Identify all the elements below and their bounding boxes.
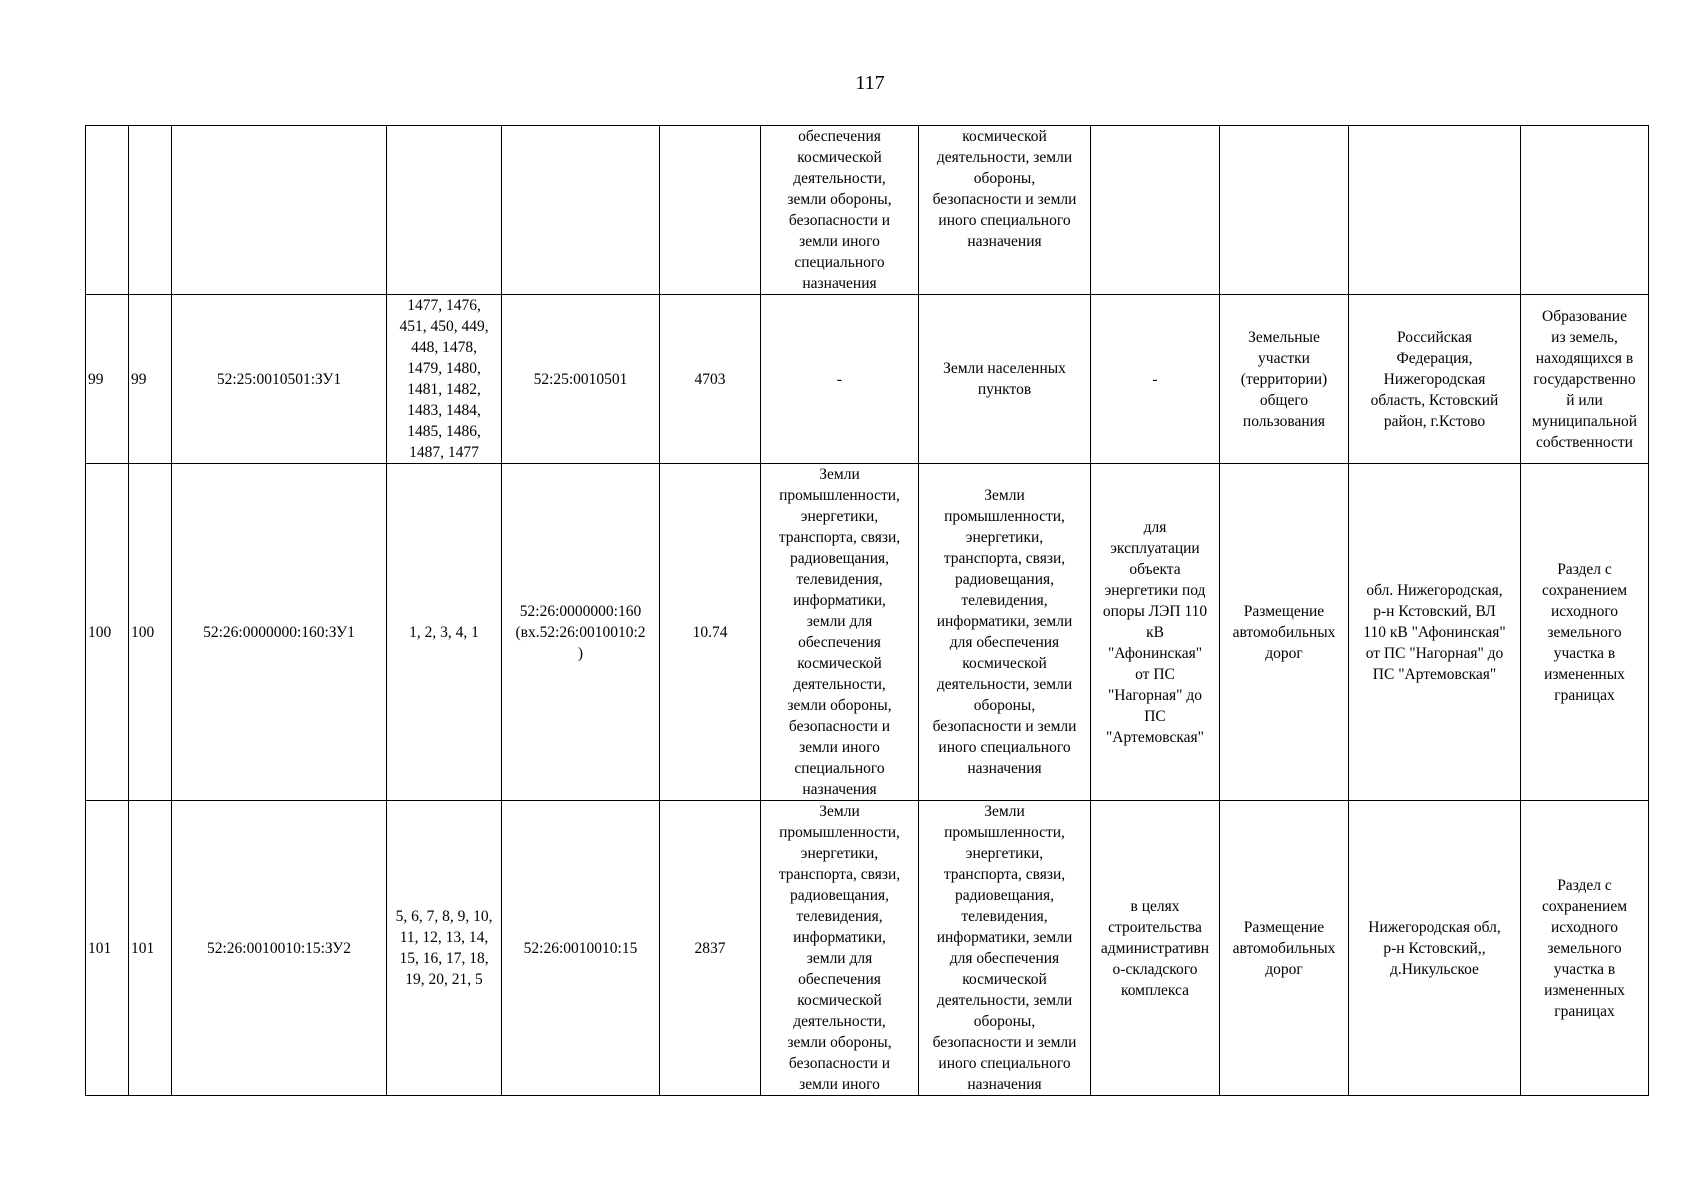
- table-row: [86, 464, 1649, 801]
- category-after-cell: космической деятельности, земли обороны, безопасности и земли иного специального назначения: [919, 126, 1091, 295]
- category-before-cell: Земли промышленности, энергетики, транспорта, связи, радиовещания, телевидения, информатики, земли для обеспечения космической деятельности, земли обороны, безопасности и земли иного: [761, 801, 919, 1096]
- plot-number-cell: 100: [129, 464, 172, 801]
- row-number-cell: 99: [86, 295, 129, 464]
- permitted-use-before-cell: [1091, 126, 1220, 295]
- source-cadastral-number-cell: 52:25:0010501: [502, 295, 660, 464]
- formation-method-cell: Раздел с сохранением исходного земельного участка в измененных границах: [1521, 801, 1649, 1096]
- address-cell: Нижегородская обл, р-н Кстовский,, д.Никульское: [1349, 801, 1521, 1096]
- area-cell: 4703: [660, 295, 761, 464]
- boundary-points-cell: 1, 2, 3, 4, 1: [387, 464, 502, 801]
- area-cell: 2837: [660, 801, 761, 1096]
- plot-number-cell: 101: [129, 801, 172, 1096]
- category-before-cell: Земли промышленности, энергетики, транспорта, связи, радиовещания, телевидения, информатики, земли для обеспечения космической деятельности, земли обороны, безопасности и земли иного специального назначения: [761, 464, 919, 801]
- boundary-points-cell: 5, 6, 7, 8, 9, 10, 11, 12, 13, 14, 15, 16, 17, 18, 19, 20, 21, 5: [387, 801, 502, 1096]
- boundary-points-cell: 1477, 1476, 451, 450, 449, 448, 1478, 1479, 1480, 1481, 1482, 1483, 1484, 1485, 1486, 1487, 1477: [387, 295, 502, 464]
- source-cadastral-number-cell: 52:26:0000000:160 (вх.52:26:0010010:2 ): [502, 464, 660, 801]
- row-number-cell: 101: [86, 801, 129, 1096]
- table-row: [86, 126, 1649, 295]
- formation-method-cell: Образование из земель, находящихся в государственно й или муниципальной собственности: [1521, 295, 1649, 464]
- new-cadastral-number-cell: 52:26:0010010:15:ЗУ2: [172, 801, 387, 1096]
- row-number-cell: 100: [86, 464, 129, 801]
- permitted-use-before-cell: для эксплуатации объекта энергетики под опоры ЛЭП 110 кВ "Афонинская" от ПС "Нагорная" до ПС "Артемовская": [1091, 464, 1220, 801]
- permitted-use-after-cell: Земельные участки (территории) общего пользования: [1220, 295, 1349, 464]
- permitted-use-before-cell: -: [1091, 295, 1220, 464]
- new-cadastral-number-cell: 52:25:0010501:ЗУ1: [172, 295, 387, 464]
- formation-method-cell: [1521, 126, 1649, 295]
- source-cadastral-number-cell: [502, 126, 660, 295]
- address-cell: обл. Нижегородская, р-н Кстовский, ВЛ 110 кВ "Афонинская" от ПС "Нагорная" до ПС "Артемовская": [1349, 464, 1521, 801]
- plot-number-cell: 99: [129, 295, 172, 464]
- new-cadastral-number-cell: [172, 126, 387, 295]
- table-row: [86, 801, 1649, 1096]
- address-cell: [1349, 126, 1521, 295]
- permitted-use-after-cell: [1220, 126, 1349, 295]
- page-number: 117: [855, 72, 885, 94]
- address-cell: Российская Федерация, Нижегородская область, Кстовский район, г.Кстово: [1349, 295, 1521, 464]
- category-after-cell: Земли населенных пунктов: [919, 295, 1091, 464]
- new-cadastral-number-cell: 52:26:0000000:160:ЗУ1: [172, 464, 387, 801]
- category-after-cell: Земли промышленности, энергетики, транспорта, связи, радиовещания, телевидения, информатики, земли для обеспечения космической деятельности, земли обороны, безопасности и земли иного специального назначения: [919, 801, 1091, 1096]
- category-before-cell: -: [761, 295, 919, 464]
- land-plots-table: [85, 125, 1649, 1096]
- permitted-use-after-cell: Размещение автомобильных дорог: [1220, 464, 1349, 801]
- permitted-use-before-cell: в целях строительства административн о-складского комплекса: [1091, 801, 1220, 1096]
- row-number-cell: [86, 126, 129, 295]
- table-row: [86, 295, 1649, 464]
- area-cell: [660, 126, 761, 295]
- plot-number-cell: [129, 126, 172, 295]
- area-cell: 10.74: [660, 464, 761, 801]
- category-before-cell: обеспечения космической деятельности, земли обороны, безопасности и земли иного специального назначения: [761, 126, 919, 295]
- source-cadastral-number-cell: 52:26:0010010:15: [502, 801, 660, 1096]
- formation-method-cell: Раздел с сохранением исходного земельного участка в измененных границах: [1521, 464, 1649, 801]
- category-after-cell: Земли промышленности, энергетики, транспорта, связи, радиовещания, телевидения, информатики, земли для обеспечения космической деятельности, земли обороны, безопасности и земли иного специального назначения: [919, 464, 1091, 801]
- boundary-points-cell: [387, 126, 502, 295]
- permitted-use-after-cell: Размещение автомобильных дорог: [1220, 801, 1349, 1096]
